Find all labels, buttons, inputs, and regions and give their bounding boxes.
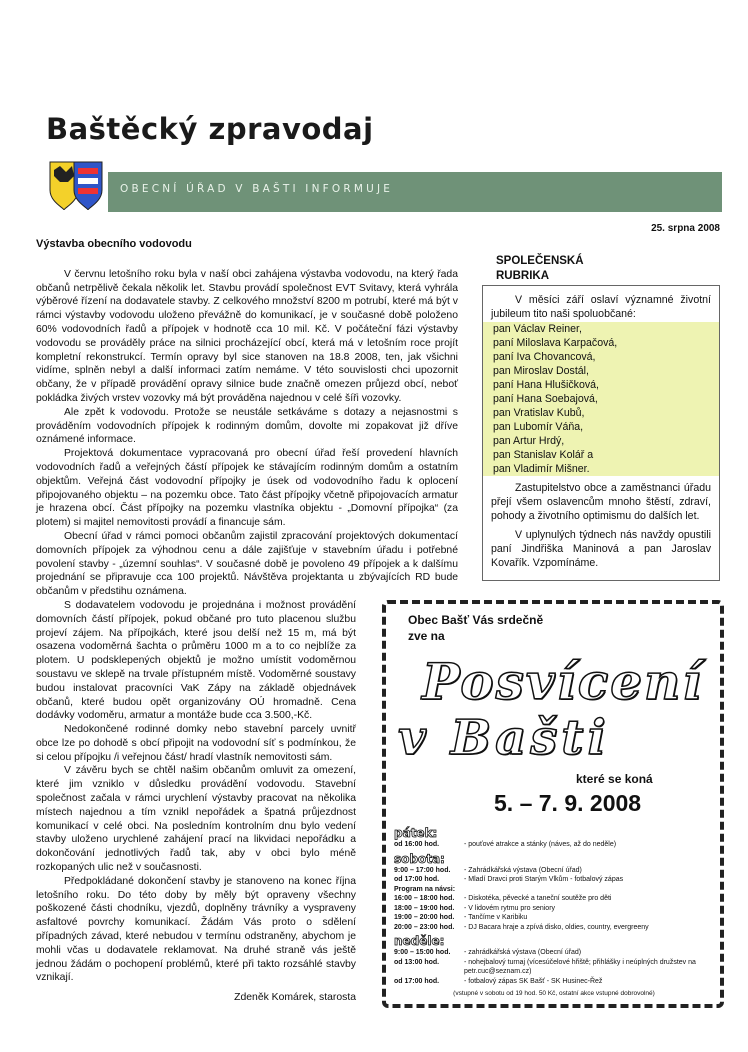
issue-date: 25. srpna 2008	[651, 223, 720, 234]
schedule-desc: - Diskotéka, pěvecké a taneční soutěže pro děti	[464, 895, 612, 902]
jubilee-name: pan Vladimír Mišner.	[483, 462, 719, 476]
schedule-row	[394, 904, 714, 914]
program-label: Program na návsi:	[394, 885, 456, 893]
social-column	[482, 285, 720, 581]
social-heading	[496, 254, 584, 284]
jubilee-name: paní Miloslava Karpačová,	[483, 336, 719, 350]
header-banner	[108, 172, 722, 212]
jubilee-name: paní Hana Soebajová,	[483, 392, 719, 406]
article-heading: Výstavba obecního vodovodu	[36, 238, 192, 250]
social-memoriam: V uplynulých týdnech nás navždy opustili paní Jindřiška Maninová a pan Jaroslav Kovařík. Vzpomínáme.	[491, 529, 711, 569]
schedule-time: 9:00 – 17:00 hod.	[394, 866, 451, 874]
jubilee-names	[491, 322, 711, 476]
jubilee-name: pan Artur Hrdý,	[483, 434, 719, 448]
day-heading-friday: pátek:	[394, 826, 438, 840]
newsletter-title: Baštěcký zpravodaj	[46, 112, 374, 146]
jubilee-name: pan Vratislav Kubů,	[483, 406, 719, 420]
article-paragraph-7: V závěru bych se chtěl našim občanům omluvit za omezení, které jim vzniklo v důsledku provádění vodovodu. Stavební společnost začala v rámci urychlení výstavby pracovat na několika místech najednou a tím vznikl nepořádek a špatná průjezdnost komunikací v celé obci. Na posledním kontrolním dnu bylo vedení stavby uloženo urychlené zahájení prací na likvidaci nepořádku a dokončování jednotlivých řadů tak, aby v obci bylo méně rozkopaných ulic než v současnosti.	[36, 765, 356, 874]
article-signature: Zdeněk Komárek, starosta	[234, 992, 356, 1004]
banner-text: OBECNÍ ÚŘAD V BAŠTI INFORMUJE	[120, 183, 394, 195]
poster-subtitle: které se koná	[576, 772, 653, 786]
schedule-time: od 16:00 hod.	[394, 841, 440, 848]
article-paragraph-1: V červnu letošního roku byla v naší obci zahájena výstavba vodovodu, na který řada občanů netrpělivě čekala několik let. Stavbu provádí společnost EVT Svitavy, která vyhrála výběrové řízení na dodavatele stavby. Z celkového množství 8200 m potrubí, které má být v rámci výstavby vodovodu uloženo převážně do komunikací, je v současné době položeno 60% vodovodních řadů a přípojek v hodnotě cca 10 mil. Kč. V počáteční fázi výstavby vodovodu se prováděly práce na silnici procházející obcí, která má v letošním roce projít kompletní rekonstrukcí. Termín opravy byl sice stanoven na 18.8 2008, ten, jak všichni vidíme, splněn nebyl a další informaci zatím nemáme. V této souvislosti chci upozornit občany, že v případě provádění opravy silnice bude značně omezen průjezd obcí, neboť pokládka živých vrstev vozovky má být prováděna najednou v celé šíři vozovky.	[36, 268, 458, 404]
poster-dates: 5. – 7. 9. 2008	[494, 790, 642, 816]
day-heading-saturday: sobota:	[394, 851, 445, 866]
schedule-time: od 17:00 hod.	[394, 977, 440, 985]
schedule-time: 18:00 – 19:00 hod.	[394, 904, 455, 912]
schedule-desc: - V lidovém rytmu pro seniory	[464, 904, 556, 912]
schedule-time: od 17:00 hod.	[394, 876, 440, 883]
schedule-row	[394, 958, 714, 977]
schedule-row	[394, 948, 714, 958]
jubilee-name: pan Stanislav Kolář a	[483, 448, 719, 462]
social-heading-line-2: RUBRIKA	[496, 270, 550, 282]
jubilee-name: paní Iva Chovancová,	[483, 350, 719, 364]
social-heading-line-1: SPOLEČENSKÁ	[496, 255, 584, 267]
schedule-row	[394, 913, 714, 923]
schedule-desc: - fotbalový zápas SK Bašť - SK Husinec-Řež	[464, 977, 603, 985]
social-wishes: Zastupitelstvo obce a zaměstnanci úřadu přejí všem oslavencům mnoho štěstí, zdraví, pohody a životního optimismu do dalších let.	[491, 482, 711, 522]
jubilee-name: pan Václav Reiner,	[483, 322, 719, 336]
schedule-time: 19:00 – 20:00 hod.	[394, 914, 455, 921]
schedule-row	[394, 977, 714, 987]
article-paragraph-5: S dodavatelem vodovodu je projednána i možnost provádění domovních částí přípojek, pokud občané pro tuto placenou službu projeví zájem. Na přípojkách, které jsou delší než 15 m, má být osazena vodoměrná šachta o průměru 1000 m a to co nejblíže za plotem. U podsklepených objektů je možno umístit vodoměrnou soustavu ve sklepě na trvale přístupném místě. Vodoměrné soustavy budou instalovat pracovníci VaK Zápy na základě objednávek občanů, které budou opět organizovány OÚ hromadně. Cena dodávky vodoměru, armatur a montáže bude cca 3.500,-Kč.	[36, 599, 356, 722]
schedule-row	[394, 894, 714, 904]
poster-invite-line-2: zve na	[408, 629, 445, 643]
article-paragraph-4: Obecní úřad v rámci pomoci občanům zajistil zpracování projektových dokumentací domovních přípojek za výhodnou cenu a dále zajišťuje v stavebním úřadu i potřebné povolení stavby - „územní souhlas“. V současné době je povoleno 49 přípojek a k dalšímu projednání se připravuje cca 100 projektů. Návštěva projektanta u zbývajících RD bude občanům v předstihu oznámena.	[36, 530, 458, 598]
schedule-row	[394, 840, 714, 850]
poster-title-line-2: v Bašti	[398, 710, 610, 766]
schedule-desc: - Mladí Dravci proti Starým Vlkům - fotbalový zápas	[464, 876, 624, 883]
schedule-time: 9:00 – 15:00 hod.	[394, 949, 451, 956]
poster-title-line-1: Posvícení	[422, 652, 704, 711]
schedule-desc: - DJ Bacara hraje a zpívá disko, oldies, country, evergreeny	[464, 923, 649, 931]
article-paragraph-8: Předpokládané dokončení stavby je stanoveno na konec října letošního roku. Do této doby by měly být opraveny všechny poškozené části chodníku, vjezdů, doplněny trávníky a vyspraveny asfaltové povrchy komunikací. Žádám Vás proto o sdělení případných závad, které nebudou v termínu odstraněny, abychom je mohli včas u dodavatele reklamovat. Na druhé straně vás ještě jednou žádám o pochopení problémů, které při takto rozsáhlé stavby vznikají.	[36, 875, 356, 984]
schedule-desc: - pouťové atrakce a stánky (náves, až do neděle)	[464, 841, 617, 848]
schedule-row	[394, 866, 714, 876]
schedule-desc: - Tančíme v Karibiku	[464, 914, 528, 921]
schedule-time: od 13:00 hod.	[394, 958, 440, 966]
schedule-row	[394, 875, 714, 885]
schedule-time: 20:00 – 23:00 hod.	[394, 923, 455, 931]
schedule-desc: - Zahrádkářská výstava (Obecní úřad)	[464, 866, 582, 874]
schedule-time: 16:00 – 18:00 hod.	[394, 895, 455, 902]
poster-schedule	[394, 824, 714, 999]
admission-note: (vstupné v sobotu od 19 hod. 50 Kč, ostatní akce vstupné dobrovolné)	[453, 990, 655, 997]
fair-poster	[382, 600, 724, 1008]
schedule-desc: - nohejbalový turnaj (vícesúčelové hřiště; přihlášky i neúplných družstev na petr.cuc@seznam.cz)	[464, 958, 696, 975]
municipal-crest-icon	[44, 160, 108, 212]
jubilee-name: pan Lubomír Váňa,	[483, 420, 719, 434]
day-heading-sunday: neděle:	[394, 934, 445, 948]
article-paragraph-6: Nedokončené rodinné domky nebo stavební parcely uvnitř obce lze po dohodě s obcí připojit na vodovodní síť s podmínkou, že si celou přípojku /i veřejnou část/ hradí vlastník nemovitosti sám.	[36, 724, 356, 763]
schedule-row	[394, 923, 714, 933]
article-paragraph-3: Projektová dokumentace vypracovaná pro obecní úřad řeší provedení hlavních vodovodních řadů a veřejných částí přípojek ke stávajícím rodinným domům a ostatním objektům. Veřejná část vodovodní přípojky je úsek od vodovodního řadu k oplocení připojovaného objektu – na pozemku obce. Tato část přípojky včetně připojovacích armatur je hrazena obcí. Část přípojky na pozemku vlastníka objektu - „Domovní přípojka“ (za plotem) si majitel nemovitosti provádí a financuje sám.	[36, 448, 458, 529]
jubilee-name: paní Hana Hlušičková,	[483, 378, 719, 392]
schedule-desc: - zahrádkářská výstava (Obecní úřad)	[464, 949, 582, 956]
social-intro: V měsíci září oslaví významné životní jubileum tito naši spoluobčané:	[491, 294, 711, 320]
jubilee-name: pan Miroslav Dostál,	[483, 364, 719, 378]
article-paragraph-2: Ale zpět k vodovodu. Protože se neustále setkáváme s dotazy a nejasnostmi s prováděním vodovodních přípojek k rodinným domům, dovolte mi zopakovat již dříve oznámené informace.	[36, 406, 458, 446]
poster-invite-line-1: Obec Bašť Vás srdečně	[408, 613, 544, 627]
